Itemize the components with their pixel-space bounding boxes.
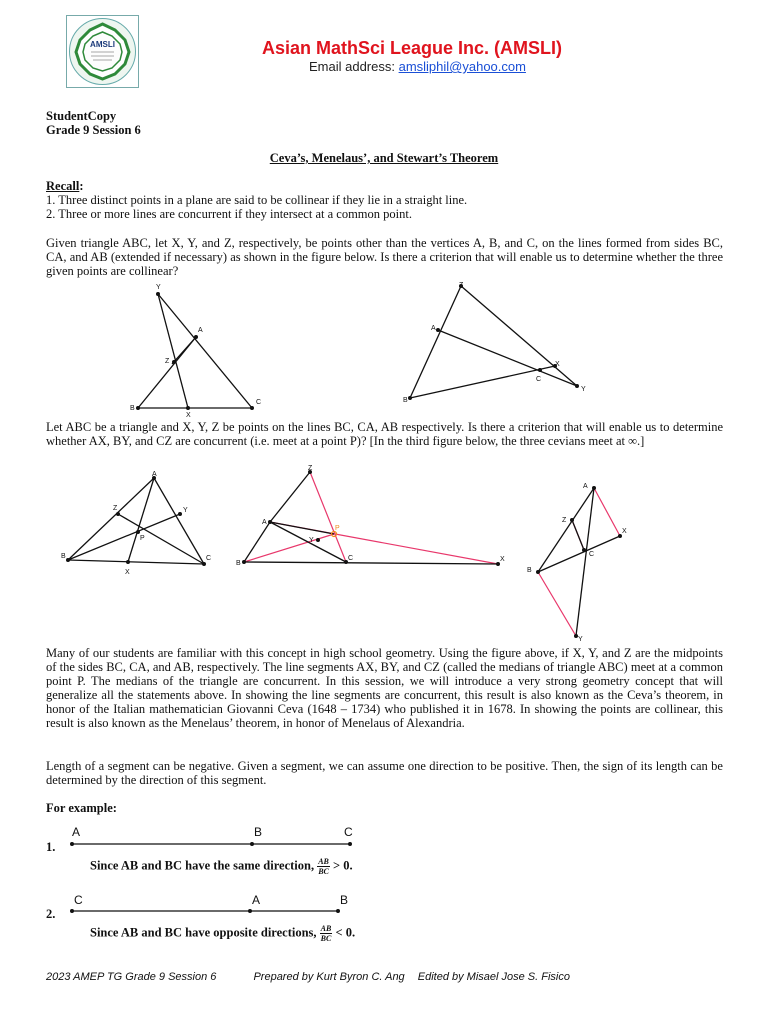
example-2-text: Since AB and BC have opposite directions, <box>90 925 320 940</box>
fig4-label-x: X <box>500 556 505 563</box>
fig1-label-a: A <box>198 327 203 334</box>
fig2-label-a: A <box>431 325 436 332</box>
fig5-label-x: X <box>622 528 627 535</box>
fig4-label-p: P <box>335 525 340 532</box>
example-1-statement <box>90 857 353 876</box>
fig5-label-a: A <box>583 483 588 490</box>
page-footer <box>46 971 604 983</box>
fig3-label-x: X <box>125 569 130 576</box>
email-link[interactable]: amsliphil@yahoo.com <box>398 59 526 74</box>
fig1-label-y: Y <box>156 284 161 291</box>
fig1-label-z: Z <box>165 358 170 365</box>
fig4-label-y: Y <box>309 537 314 544</box>
paragraph-signed-length: Length of a segment can be negative. Given a segment, we can assume one direction to be positive. Then, the sign of its length can be determined by the direction of this segment. <box>46 759 723 787</box>
paragraph-collinear-question: Given triangle ABC, let X, Y, and Z, respectively, be points other than the vertices A, B, and C, on the lines formed from sides BC, CA, and AB (extended if necessary) as shown in the figure below. Is there a criterion that will enable us to determine whether the three given points are collinear? <box>46 236 723 278</box>
fig2-label-c: C <box>536 376 542 383</box>
logo-emblem <box>67 16 138 87</box>
fig4-label-c: C <box>348 555 354 562</box>
fig3-label-b: B <box>61 553 66 560</box>
amsli-logo <box>66 15 139 88</box>
figure-menelaus-1 <box>120 280 280 420</box>
fig4-label-z: Z <box>308 465 313 472</box>
footer-edited-by: Edited by Misael Jose S. Fisico <box>417 971 570 983</box>
example-1-fraction <box>317 857 330 876</box>
recall-heading: Recall: <box>46 179 84 193</box>
example-2-point-b: B <box>340 893 349 907</box>
example-2-statement <box>90 924 355 943</box>
figure-ceva-medians <box>58 468 218 578</box>
grade-session-label: Grade 9 Session 6 <box>46 123 141 137</box>
example-2-fraction <box>320 924 333 943</box>
page-title: Ceva’s, Menelaus’, and Stewart’s Theorem <box>269 151 499 165</box>
footer-course: 2023 AMEP TG Grade 9 Session 6 <box>46 971 217 983</box>
fig3-label-z: Z <box>113 505 118 512</box>
recall-item-2: 2. Three or more lines are concurrent if they intersect at a common point. <box>46 207 412 221</box>
example-1-segment <box>66 824 366 850</box>
fig2-label-z: Z <box>459 282 464 289</box>
fig4-label-b: B <box>236 560 241 567</box>
logo-text: AMSLI <box>90 40 115 49</box>
fig2-label-y: Y <box>581 386 586 393</box>
example-1-point-a: A <box>72 825 81 839</box>
example-2-point-c: C <box>74 893 83 907</box>
example-1-point-c: C <box>344 825 353 839</box>
example-2-segment <box>66 892 366 918</box>
paragraph-ceva-menelaus-intro: Many of our students are familiar with this concept in high school geometry. Using the figure above, if X, Y, and Z are the midpoints of the sides BC, CA, and AB, respectively. The line segments AX, BY, and CZ (called the medians of triangle ABC) meet at a common point P. The medians of the triangle are concurrent. In this session, we will introduce a very strong geometry concept that will generalize all the statements above. In showing the line segments are concurrent, this result is also known as the Ceva’s theorem, in honor of the Italian mathematician Giovanni Ceva (1648 – 1734) who published it in 1678. In showing the points are collinear, this result is also known as the Menelaus’ theorem, in honor of Menelaus of Alexandria. <box>46 646 723 730</box>
example-1-frac-num: AB <box>318 857 329 866</box>
fig3-label-a: A <box>152 471 157 478</box>
fig5-label-c: C <box>589 551 595 558</box>
fig3-label-c: C <box>206 555 212 562</box>
fig1-label-b: B <box>130 405 135 412</box>
fig5-label-b: B <box>527 567 532 574</box>
student-copy-label: StudentCopy <box>46 109 117 123</box>
example-1-point-b: B <box>254 825 263 839</box>
email-line <box>309 59 526 74</box>
example-1-number: 1. <box>46 840 56 854</box>
fig3-label-p: P <box>140 535 145 542</box>
paragraph-concurrent-question: Let ABC be a triangle and X, Y, Z be points on the lines BC, CA, AB respectively. Is there a criterion that will enable us to determine whether AX, BY, and CZ are concurrent (i.e. meet at a point P)? [In the third figure below, the three cevians meet at ∞.] <box>46 420 723 448</box>
example-2-relation: < 0. <box>332 925 356 940</box>
fig2-label-x: X <box>555 361 560 368</box>
figure-menelaus-2 <box>395 278 595 408</box>
example-1-relation: > 0. <box>329 858 353 873</box>
email-label: Email address: <box>309 59 399 74</box>
example-2-number: 2. <box>46 907 56 921</box>
fig2-label-b: B <box>403 397 408 404</box>
figure-ceva-parallel <box>522 478 632 643</box>
example-1-frac-den: BC <box>318 867 329 876</box>
fig1-label-c: C <box>256 399 262 406</box>
fig3-label-y: Y <box>183 507 188 514</box>
organization-name: Asian MathSci League Inc. (AMSLI) <box>262 38 563 58</box>
example-1-text: Since AB and BC have the same direction, <box>90 858 318 873</box>
footer-prepared-by: Prepared by Kurt Byron C. Ang <box>253 971 405 983</box>
recall-heading-text: Recall <box>46 179 80 193</box>
fig1-label-x: X <box>186 412 191 419</box>
fig4-label-a: A <box>262 519 267 526</box>
fig5-label-z: Z <box>562 517 567 524</box>
recall-item-1: 1. Three distinct points in a plane are said to be collinear if they lie in a straight line. <box>46 193 468 207</box>
figure-ceva-external <box>232 462 512 572</box>
example-2-frac-num: AB <box>320 924 332 933</box>
example-2-point-a: A <box>252 893 261 907</box>
example-2-frac-den: BC <box>320 934 332 943</box>
example-intro: For example: <box>46 801 117 815</box>
fig5-label-y: Y <box>578 636 583 643</box>
